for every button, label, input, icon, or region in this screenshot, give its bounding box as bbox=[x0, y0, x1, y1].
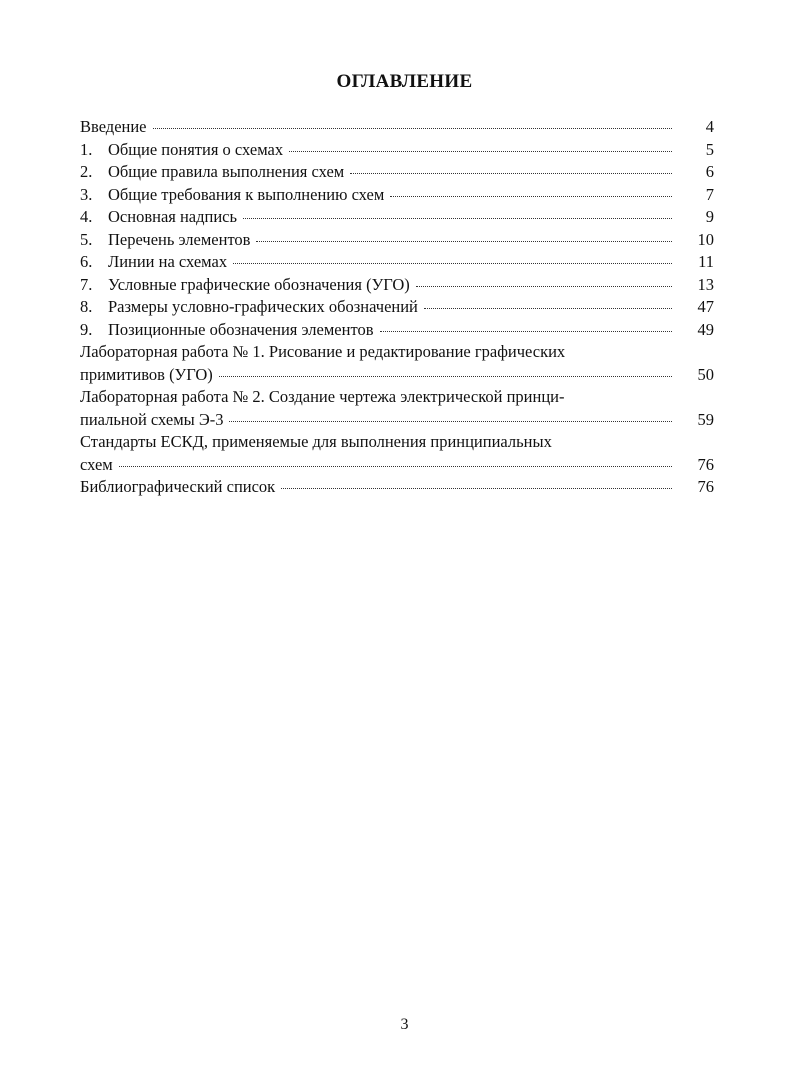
page-number: 3 bbox=[400, 1016, 409, 1033]
toc-entry-label: Библиографический список bbox=[80, 477, 276, 496]
toc-entry-page: 7 bbox=[705, 184, 714, 204]
toc-entry-label: Лабораторная работа № 1. Рисование и редактирование графических bbox=[80, 342, 566, 361]
toc-entry-number: 9. bbox=[80, 319, 93, 339]
toc-entry-label-continued: примитивов (УГО) bbox=[80, 364, 213, 384]
toc-entry-label: Общие правила выполнения схем bbox=[108, 162, 345, 181]
toc-entry-label: Стандарты ЕСКД, применяемые для выполнения принципиальных bbox=[80, 432, 552, 451]
toc-entry-page: 4 bbox=[705, 117, 714, 136]
toc-leader-dots bbox=[119, 466, 672, 467]
toc-entry bbox=[80, 206, 714, 229]
toc-entry-label: Позиционные обозначения элементов bbox=[108, 319, 374, 339]
toc-entry-label-continued: пиальной схемы Э-3 bbox=[80, 409, 224, 429]
toc-entry-first-line bbox=[80, 341, 714, 364]
toc-entry-page: 6 bbox=[705, 162, 714, 181]
toc-entry-page: 9 bbox=[705, 207, 714, 226]
toc-entry-page: 49 bbox=[697, 319, 714, 339]
toc-leader-dots bbox=[416, 286, 672, 287]
toc-entry-number: 3. bbox=[80, 184, 93, 204]
toc-leader-dots bbox=[233, 263, 672, 264]
toc-entry bbox=[80, 274, 714, 297]
toc-entry-label-continued: схем bbox=[80, 454, 113, 474]
toc-entry-page: 5 bbox=[705, 139, 714, 159]
toc-entry-first-line bbox=[80, 431, 714, 454]
toc-entry-label: Основная надпись bbox=[108, 207, 238, 226]
toc-entry-label: Линии на схемах bbox=[108, 252, 228, 271]
toc-entry-label: Введение bbox=[80, 117, 147, 136]
toc-entry-page: 13 bbox=[697, 274, 714, 294]
toc-entry bbox=[80, 319, 714, 342]
toc-entry-number: 7. bbox=[80, 274, 93, 294]
toc-entry-page: 50 bbox=[697, 364, 714, 384]
toc-entry-number: 5. bbox=[80, 229, 93, 249]
toc-leader-dots bbox=[243, 218, 672, 219]
toc-entry-first-line bbox=[80, 386, 714, 409]
toc-entry bbox=[80, 364, 714, 387]
toc-entry-page: 11 bbox=[698, 252, 714, 271]
toc-entry bbox=[80, 409, 714, 432]
toc-entry-label: Лабораторная работа № 2. Создание чертежа электрической принци- bbox=[80, 387, 565, 406]
toc-entry bbox=[80, 296, 714, 319]
table-of-contents bbox=[80, 116, 714, 499]
toc-leader-dots bbox=[390, 196, 672, 197]
toc-leader-dots bbox=[229, 421, 672, 422]
toc-leader-dots bbox=[424, 308, 672, 309]
toc-entry-label: Общие понятия о схемах bbox=[108, 139, 284, 159]
toc-entry bbox=[80, 476, 714, 499]
toc-leader-dots bbox=[350, 173, 672, 174]
toc-entry bbox=[80, 161, 714, 184]
toc-entry bbox=[80, 139, 714, 162]
page-title: ОГЛАВЛЕНИЕ bbox=[336, 71, 473, 92]
toc-entry bbox=[80, 229, 714, 252]
toc-leader-dots bbox=[256, 241, 672, 242]
toc-entry-page: 59 bbox=[697, 409, 714, 429]
toc-leader-dots bbox=[380, 331, 673, 332]
toc-leader-dots bbox=[219, 376, 672, 377]
toc-leader-dots bbox=[281, 488, 672, 489]
toc-entry-label: Размеры условно-графических обозначений bbox=[108, 297, 418, 316]
toc-entry-number: 8. bbox=[80, 297, 93, 316]
toc-entry-label: Перечень элементов bbox=[108, 229, 251, 249]
toc-entry bbox=[80, 116, 714, 139]
toc-entry bbox=[80, 184, 714, 207]
toc-entry-page: 47 bbox=[697, 297, 714, 316]
toc-entry-number: 6. bbox=[80, 252, 93, 271]
toc-entry-label: Условные графические обозначения (УГО) bbox=[108, 274, 410, 294]
toc-entry bbox=[80, 251, 714, 274]
toc-entry-number: 2. bbox=[80, 162, 93, 181]
toc-entry-number: 1. bbox=[80, 139, 93, 159]
toc-entry-page: 76 bbox=[697, 454, 714, 474]
toc-entry-label: Общие требования к выполнению схем bbox=[108, 184, 385, 204]
toc-entry-number: 4. bbox=[80, 207, 93, 226]
toc-leader-dots bbox=[153, 128, 672, 129]
toc-entry-page: 10 bbox=[697, 229, 714, 249]
toc-entry-page: 76 bbox=[697, 477, 714, 496]
toc-leader-dots bbox=[289, 151, 672, 152]
toc-entry bbox=[80, 454, 714, 477]
